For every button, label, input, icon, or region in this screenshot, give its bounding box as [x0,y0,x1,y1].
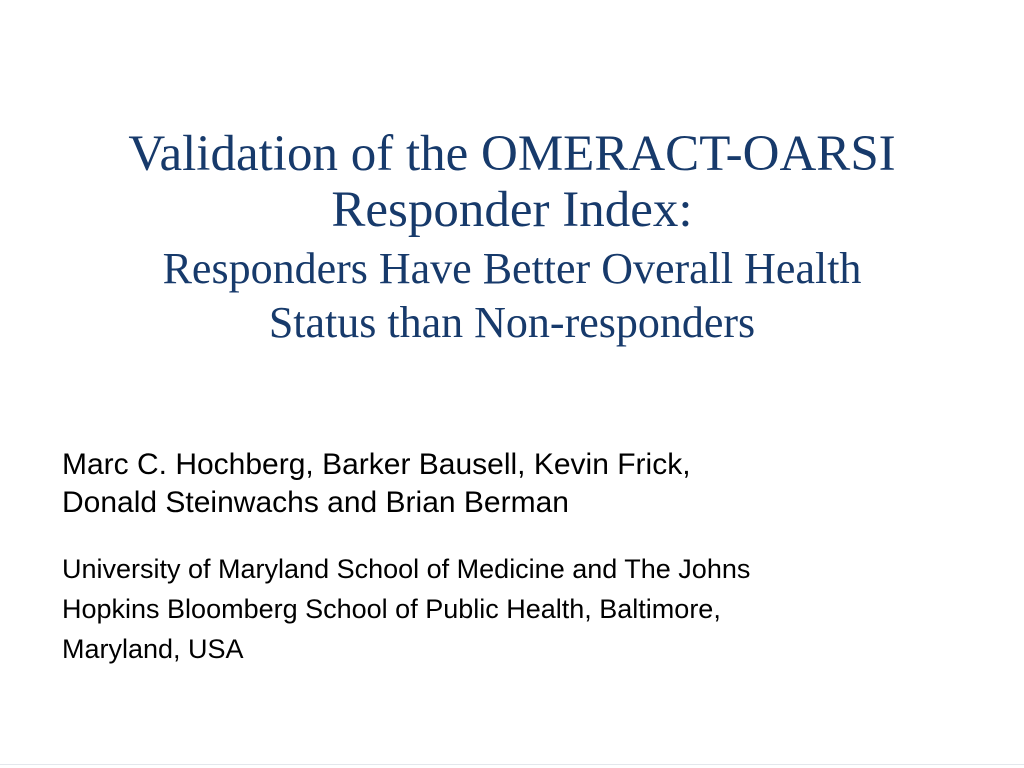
slide-title [20,126,1004,350]
title-line-2: Responder Index: [331,182,693,238]
affiliation-line-3: Maryland, USA [62,634,244,664]
affiliation-line-2: Hopkins Bloomberg School of Public Health, Baltimore, [62,594,721,624]
affiliation-line-1: University of Maryland School of Medicine and The Johns [62,554,751,584]
bottom-divider [0,764,1024,765]
affiliation [62,549,962,669]
author-line-1: Marc C. Hochberg, Barker Bausell, Kevin Frick, [62,448,691,481]
subtitle-line-2: Status than Non-responders [268,298,756,347]
author-line-2: Donald Steinwachs and Brian Berman [62,486,569,519]
title-line-1: Validation of the OMERACT-OARSI [128,126,896,182]
author-list [62,446,962,522]
subtitle-line-1: Responders Have Better Overall Health [162,244,862,293]
